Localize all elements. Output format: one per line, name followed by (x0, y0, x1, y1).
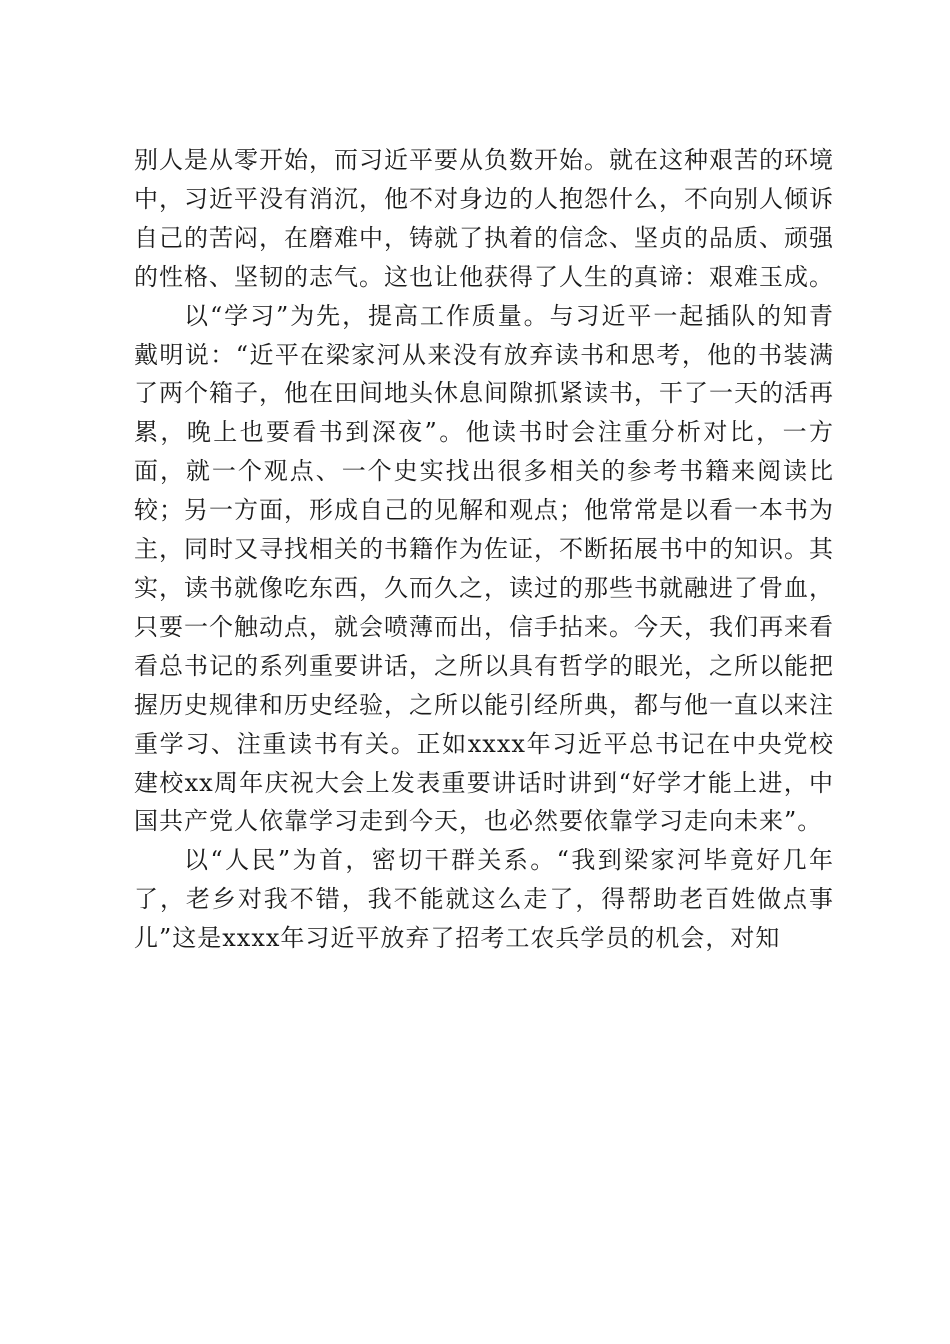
paragraph-people-first: 以“人民”为首，密切干群关系。“我到梁家河毕竟好几年了，老乡对我不错，我不能就这么走了，得帮助老百姓做点事儿”这是xxxx年习近平放弃了招考工农兵学员的机会，对知 (134, 846, 834, 953)
document-body (134, 141, 834, 958)
paragraph-continuation: 别人是从零开始，而习近平要从负数开始。就在这种艰苦的环境中，习近平没有消沉，他不对身边的人抱怨什么，不向别人倾诉自己的苦闷，在磨难中，铸就了执着的信念、坚贞的品质、顽强的性格、坚韧的志气。这也让他获得了人生的真谛：艰难玉成。 (134, 146, 834, 291)
paragraph-study-first: 以“学习”为先，提高工作质量。与习近平一起插队的知青戴明说：“近平在梁家河从来没有放弃读书和思考，他的书装满了两个箱子，他在田间地头休息间隙抓紧读书，干了一天的活再累，晚上也要看书到深夜”。他读书时会注重分析对比，一方面，就一个观点、一个史实找出很多相关的参考书籍来阅读比较；另一方面，形成自己的见解和观点；他常常是以看一本书为主，同时又寻找相关的书籍作为佐证，不断拓展书中的知识。其实，读书就像吃东西，久而久之，读过的那些书就融进了骨血，只要一个触动点，就会喷薄而出，信手拈来。今天，我们再来看看总书记的系列重要讲话，之所以具有哲学的眼光，之所以能把握历史规律和历史经验，之所以能引经所典，都与他一直以来注重学习、注重读书有关。正如xxxx年习近平总书记在中央党校建校xx周年庆祝大会上发表重要讲话时讲到“好学才能上进，中国共产党人依靠学习走到今天，也必然要依靠学习走向未来”。 (134, 301, 834, 836)
